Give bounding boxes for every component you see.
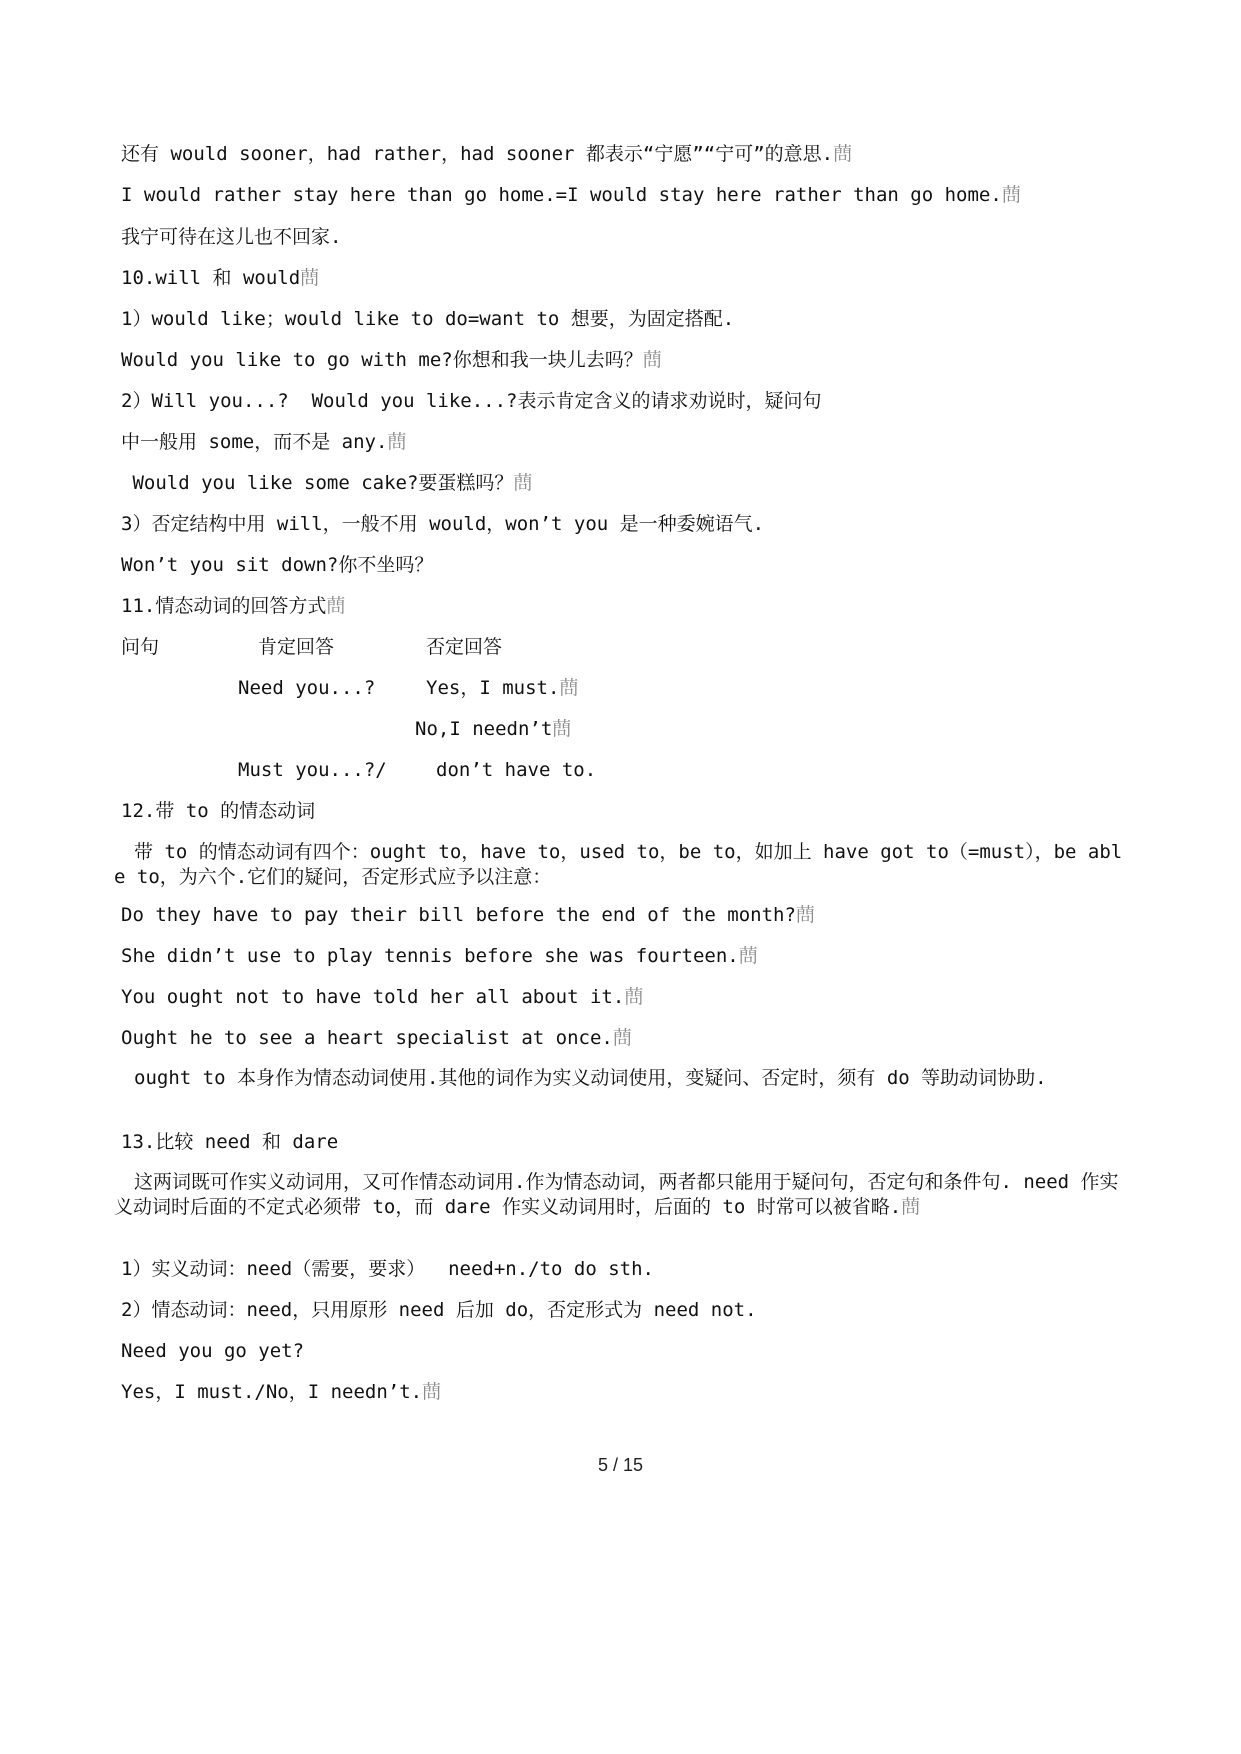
text-line: 还有 would sooner，had rather，had sooner 都表示“宁愿”“宁可”的意思.蔄 — [121, 143, 853, 165]
paragraph: 这两词既可作实义动词用，又可作情态动词用.作为情态动词，两者都只能用于疑问句，否定句和条件句. need 作实义动词时后面的不定式必须带 to，而 dare 作实义动词用时，后面的 to 时常可以被省略.蔄 — [114, 1171, 1119, 1218]
paragraph: 带 to 的情态动词有四个：ought to，have to，used to，be to，如加上 have got to（=must），be able to，为六个.它们的疑问，否定形式应予以注意： — [114, 841, 1123, 888]
page-number: 5 / 15 — [597, 1455, 644, 1475]
table-header-affirmative: 肯定回答 — [258, 636, 335, 658]
mark-glyph: 蔄 — [833, 143, 853, 165]
mark-glyph: 蔄 — [559, 677, 579, 699]
mark-glyph: 蔄 — [795, 904, 815, 926]
text-line: Would you like some cake?要蛋糕吗？蔄 — [121, 472, 533, 494]
text-line: 2）Will you...? Would you like...?表示肯定含义的请求劝说时，疑问句 — [121, 390, 822, 412]
mark-glyph: 蔄 — [300, 267, 320, 289]
section-heading: 13.比较 need 和 dare — [121, 1131, 339, 1153]
example-sentence: She didn’t use to play tennis before she was fourteen.蔄 — [121, 945, 758, 967]
table-cell-answer: don’t have to. — [436, 759, 597, 781]
text-line: 中一般用 some，而不是 any.蔄 — [121, 431, 407, 453]
mark-glyph: 蔄 — [901, 1196, 921, 1218]
section-heading: 11.情态动词的回答方式蔄 — [121, 595, 346, 617]
table-cell-answer: No,I needn’t蔄 — [415, 718, 572, 740]
mark-glyph: 蔄 — [624, 986, 644, 1008]
text-line: 1）实义动词：need（需要，要求） need+n./to do sth. — [121, 1258, 654, 1280]
text-line: 2）情态动词：need，只用原形 need 后加 do，否定形式为 need not. — [121, 1299, 757, 1321]
mark-glyph: 蔄 — [1001, 184, 1021, 206]
example-sentence: Yes，I must./No，I needn’t.蔄 — [121, 1381, 442, 1403]
table-cell-question: Must you...?/ — [238, 759, 387, 781]
mark-glyph: 蔄 — [738, 945, 758, 967]
text-line: 3）否定结构中用 will，一般不用 would，won’t you 是一种委婉语气. — [121, 513, 765, 535]
text-line: I would rather stay here than go home.=I would stay here rather than go home.蔄 — [121, 184, 1021, 206]
text-line: Won’t you sit down?你不坐吗？ — [121, 554, 434, 576]
example-sentence: Ought he to see a heart specialist at once.蔄 — [121, 1027, 632, 1049]
section-heading: 10.will 和 would蔄 — [121, 267, 320, 289]
example-sentence: You ought not to have told her all about it.蔄 — [121, 986, 644, 1008]
text-line: 我宁可待在这儿也不回家. — [121, 226, 342, 248]
paragraph: ought to 本身作为情态动词使用.其他的词作为实义动词使用，变疑问、否定时，须有 do 等助动词协助. — [134, 1067, 1047, 1089]
text-line: Would you like to go with me?你想和我一块儿去吗？蔄 — [121, 349, 662, 371]
table-cell-answer: Yes，I must.蔄 — [426, 677, 579, 699]
example-sentence: Need you go yet? — [121, 1340, 305, 1362]
mark-glyph: 蔄 — [642, 349, 662, 371]
text-line: 1）would like；would like to do=want to 想要，为固定搭配. — [121, 308, 735, 330]
section-heading: 12.带 to 的情态动词 — [121, 800, 316, 822]
mark-glyph: 蔄 — [387, 431, 407, 453]
table-header-question: 问句 — [121, 636, 160, 658]
mark-glyph: 蔄 — [612, 1027, 632, 1049]
table-header-negative: 否定回答 — [426, 636, 503, 658]
example-sentence: Do they have to pay their bill before the end of the month?蔄 — [121, 904, 815, 926]
mark-glyph: 蔄 — [422, 1381, 442, 1403]
mark-glyph: 蔄 — [326, 595, 346, 617]
mark-glyph: 蔄 — [513, 472, 533, 494]
table-cell-question: Need you...? — [238, 677, 376, 699]
mark-glyph: 蔄 — [552, 718, 572, 740]
